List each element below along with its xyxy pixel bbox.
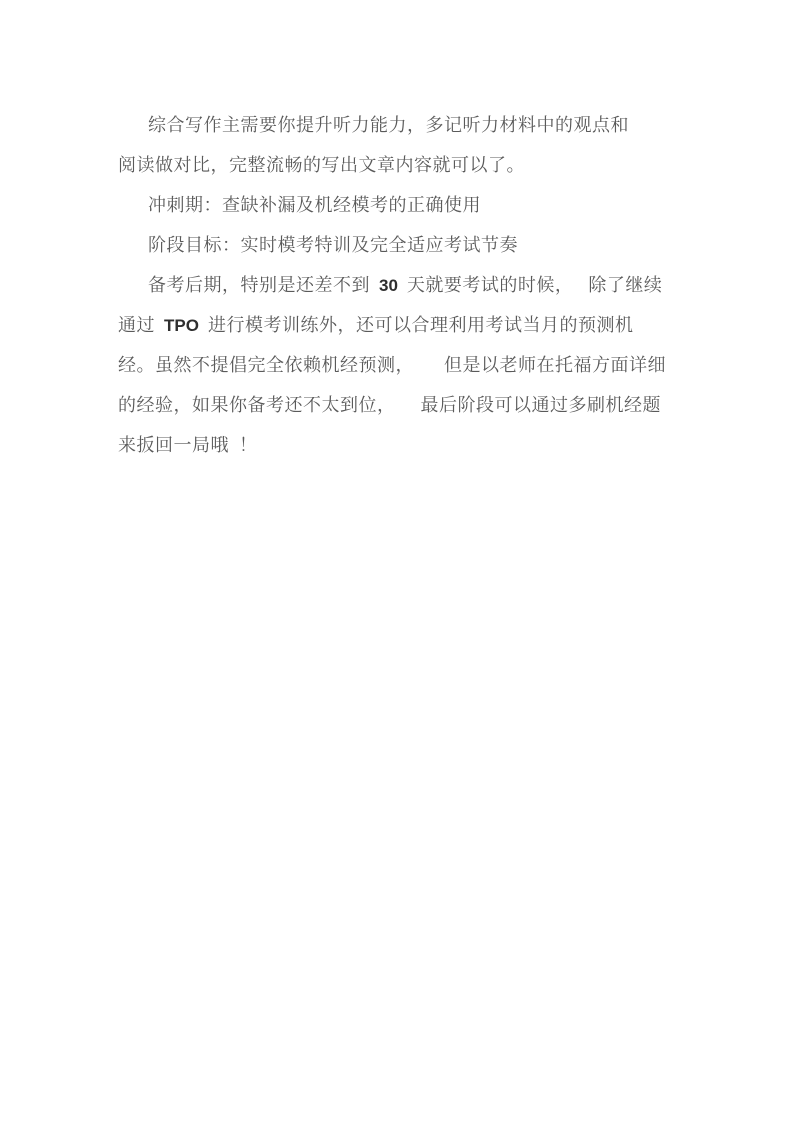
doc-line-6-text-pre: 通过	[118, 315, 155, 335]
doc-line-2	[118, 145, 688, 185]
doc-line-7	[118, 345, 688, 385]
doc-line-4	[118, 225, 688, 265]
doc-line-6	[118, 305, 688, 345]
inline-term-tpo: TPO	[164, 316, 199, 335]
doc-line-9-text: 来扳回一局哦 ！	[118, 435, 258, 455]
doc-line-9	[118, 425, 688, 465]
doc-line-1-text: 综合写作主需要你提升听力能力，多记听力材料中的观点和	[148, 115, 629, 135]
doc-line-3	[118, 185, 688, 225]
doc-line-7-text: 经。虽然不提倡完全依赖机经预测， 但是以老师在托福方面详细	[118, 355, 666, 375]
document-body	[118, 105, 688, 465]
inline-number-30: 30	[379, 276, 398, 295]
doc-line-8-text: 的经验，如果你备考还不太到位， 最后阶段可以通过多刷机经题	[118, 395, 661, 415]
doc-line-5-text-post: 天就要考试的时候， 除了继续	[406, 275, 663, 295]
doc-line-4-text: 阶段目标：实时模考特训及完全适应考试节奏	[148, 235, 518, 255]
doc-line-3-text: 冲刺期：查缺补漏及机经模考的正确使用	[148, 195, 481, 215]
doc-line-6-text-post: 进行模考训练外，还可以合理利用考试当月的预测机	[207, 315, 634, 335]
doc-line-8	[118, 385, 688, 425]
doc-line-2-text: 阅读做对比，完整流畅的写出文章内容就可以了。	[118, 155, 525, 175]
doc-line-1	[118, 105, 688, 145]
doc-line-5	[118, 265, 688, 305]
doc-line-5-text-pre: 备考后期，特别是还差不到	[148, 275, 370, 295]
